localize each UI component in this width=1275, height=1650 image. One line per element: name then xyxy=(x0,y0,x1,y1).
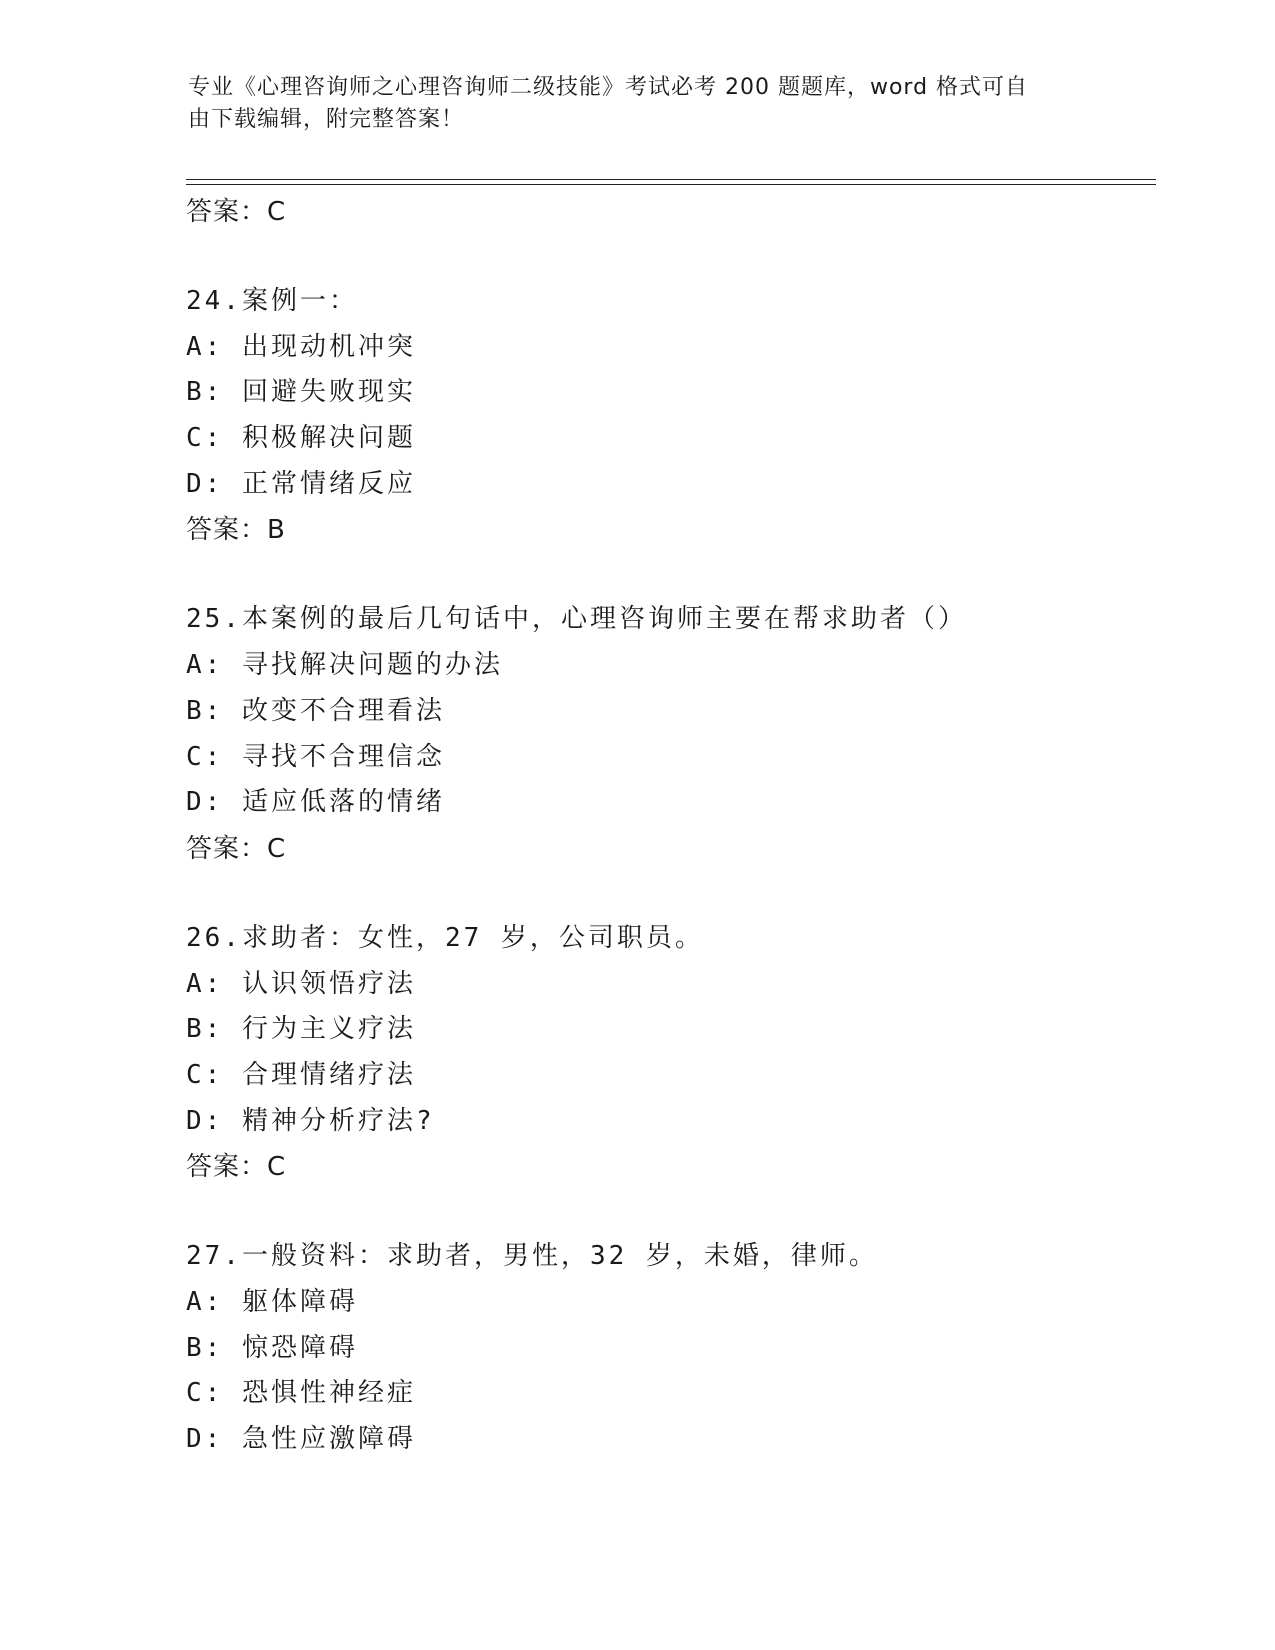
question-text: 24.案例一： xyxy=(186,286,358,316)
option-b: B: 回避失败现实 xyxy=(186,377,416,408)
option-c: C: 寻找不合理信念 xyxy=(186,741,445,772)
option-a: A: 出现动机冲突 xyxy=(186,331,416,362)
option-a: A: 认识领悟疗法 xyxy=(186,968,416,999)
option-d: D: 适应低落的情绪 xyxy=(186,787,445,818)
question-list xyxy=(186,189,1146,1463)
question-block-26 xyxy=(186,916,1146,1190)
question-text: 26.求助者：女性，27 岁，公司职员。 xyxy=(186,922,704,953)
question-text: 25.本案例的最后几句话中，心理咨询师主要在帮求助者（） xyxy=(186,604,967,635)
option-d: D: 急性应激障碍 xyxy=(186,1424,416,1455)
answer-line: 答案：B xyxy=(186,515,286,546)
document-header xyxy=(188,72,1088,136)
question-block-27 xyxy=(186,1234,1146,1462)
option-d: D: 正常情绪反应 xyxy=(186,468,416,499)
option-c: C: 积极解决问题 xyxy=(186,423,416,454)
option-b: B: 改变不合理看法 xyxy=(186,695,445,726)
header-divider-top xyxy=(186,179,1156,180)
header-line-1: 专业《心理咨询师之心理咨询师二级技能》考试必考 200 题题库，word 格式可自 xyxy=(188,75,1029,100)
question-block-25 xyxy=(186,597,1146,871)
question-block-24 xyxy=(186,279,1146,553)
option-b: B: 行为主义疗法 xyxy=(186,1014,416,1045)
answer-line: 答案：C xyxy=(186,833,287,864)
option-c: C: 恐惧性神经症 xyxy=(186,1378,416,1409)
option-a: A: 寻找解决问题的办法 xyxy=(186,650,503,681)
option-b: B: 惊恐障碍 xyxy=(186,1332,358,1363)
option-a: A: 躯体障碍 xyxy=(186,1287,358,1317)
answer-line: 答案：C xyxy=(186,1152,287,1183)
question-text: 27.一般资料：求助者，男性，32 岁，未婚，律师。 xyxy=(186,1241,878,1272)
header-line-2: 由下载编辑，附完整答案！ xyxy=(188,107,465,132)
answer-line: 答案：C xyxy=(186,197,287,227)
option-c: C: 合理情绪疗法 xyxy=(186,1059,416,1090)
option-d: D: 精神分析疗法? xyxy=(186,1105,435,1136)
header-divider-bottom xyxy=(186,184,1156,185)
